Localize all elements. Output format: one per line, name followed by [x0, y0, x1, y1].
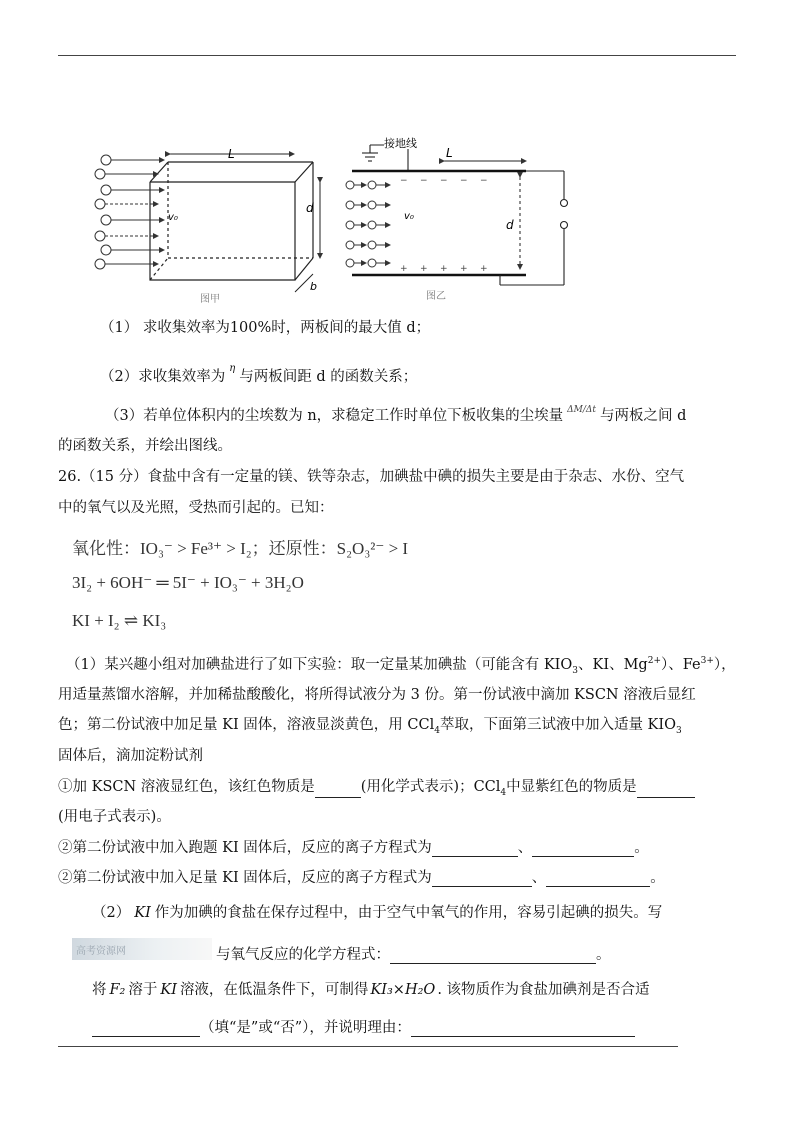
svg-text:−: −	[440, 176, 448, 186]
sup-3plus: 3+	[700, 656, 714, 667]
q25-part2-b: 与两板间距 d 的函数关系；	[239, 369, 418, 385]
sub-3b: 3	[676, 725, 682, 736]
formula-ki3: KI + I₂ ⇌ KI₃	[72, 611, 167, 630]
q3-sep: 、	[531, 870, 547, 886]
s1-l1-d: ），	[713, 657, 736, 673]
svg-text:+: +	[420, 264, 428, 274]
fig-left-particles	[95, 155, 164, 269]
q2-a: ②第二份试液中加入跑题 KI 固体后，反应的离子方程式为	[58, 840, 432, 856]
dm-dt-symbol: ΔM/Δt	[567, 405, 597, 415]
svg-text:+: +	[440, 264, 448, 274]
svg-text:−: −	[420, 176, 428, 186]
s1-l1-c: ）、Fe	[661, 657, 701, 673]
s2-l1-c: 作为加碘的食盐在保存过程中，由于空气中氧气的作用，容易引起碘的损失。写	[154, 905, 663, 921]
s2-l3-e: 溶液，在低温条件下，可制得	[179, 982, 369, 998]
s1-l3-a: 色；第二份试液中加足量 KI 固体，溶液显淡黄色，用 CCl	[58, 717, 435, 733]
top-rule	[58, 55, 736, 56]
fig-left-velocity-label: v₀	[168, 212, 178, 223]
q26-s2-line1	[92, 901, 662, 922]
q25-part1: （1） 求收集效率为100%时，两板间的最大值 d；	[100, 320, 431, 336]
fig-right-particles	[346, 181, 390, 267]
q2-end: 。	[634, 840, 649, 856]
svg-text:+: +	[400, 264, 408, 274]
answer-blank-oxygen-reaction[interactable]	[390, 949, 596, 964]
q26-q3	[58, 866, 665, 887]
s2-l3-a: 将	[92, 982, 107, 998]
answer-blank-equation-1[interactable]	[432, 842, 518, 857]
fig-right-charges	[400, 176, 488, 274]
fig-right-velocity-label: v₀	[404, 211, 414, 222]
s1-l1-a: （1）某兴趣小组对加碘盐进行了如下实验：取一定量某加碘盐（可能含有 KIO	[66, 657, 573, 673]
sub-4: 4	[434, 725, 440, 736]
svg-text:+: +	[480, 264, 488, 274]
sub-4b: 4	[500, 787, 507, 798]
q26-q1	[58, 775, 695, 798]
s2-l2-end: 。	[596, 947, 611, 963]
watermark-text: 高考资源网	[76, 946, 126, 957]
fig-left-depth-label: b	[310, 280, 317, 293]
answer-blank-yes-no[interactable]	[92, 1022, 200, 1037]
s2-l3-g: . 该物质作为食盐加碘剂是否合适	[437, 982, 650, 998]
q2-sep: 、	[517, 840, 533, 856]
s2-l3-c: 溶于	[128, 982, 158, 998]
q26-intro-2: 中的氧气以及光照，受热而引起的。已知：	[58, 500, 334, 516]
fig-right-ground-label: 接地线	[384, 137, 417, 150]
svg-text:+: +	[460, 264, 468, 274]
watermark-logo	[72, 938, 212, 960]
bottom-rule	[58, 1046, 678, 1047]
q1-a: ①加 KSCN 溶液显红色，该红色物质是	[58, 779, 315, 795]
q25-part3-c: 的函数关系，并绘出图线。	[58, 438, 232, 454]
eta-symbol: η	[229, 363, 236, 374]
q26-s1-line1	[66, 653, 736, 676]
s1-l1-b: 、KI、Mg	[578, 657, 648, 673]
s2-l1-a: （2）	[92, 905, 131, 921]
figure-left	[88, 140, 340, 305]
q26-q2	[58, 836, 649, 857]
sub-3: 3	[572, 665, 579, 676]
s2-l3-ki: KI	[160, 982, 177, 998]
q26-s2-line2	[216, 943, 611, 964]
s1-l3-b: 萃取，下面第三试液中加入适量 KIO	[439, 717, 677, 733]
q26-q1-d: (用电子式表示)。	[58, 809, 171, 825]
q26-s1-line4: 固体后，滴加淀粉试剂	[58, 748, 203, 764]
answer-blank-equation-3[interactable]	[432, 872, 532, 887]
svg-text:−: −	[400, 176, 408, 186]
answer-blank-red-substance[interactable]	[315, 783, 361, 798]
q25-part3	[105, 404, 686, 425]
q26-s2-line3	[92, 978, 650, 999]
answer-blank-reason[interactable]	[411, 1022, 635, 1037]
q26-s1-line2: 用适量蒸馏水溶解，并加稀盐酸酸化，将所得试液分为 3 份。第一份试液中滴加 KSCN 溶液后显红	[58, 687, 696, 703]
q1-b: (用化学式表示)；CCl	[360, 779, 501, 795]
formula-disproportion: 3I₂ + 6OH⁻ ═ 5I⁻ + IO₃⁻ + 3H₂O	[72, 573, 304, 592]
q25-part2-a: （2）求收集效率为	[100, 369, 226, 385]
s2-l4-a: （填“是”或“否”），并说明理由：	[200, 1020, 411, 1036]
fig-right-gap-label: d	[506, 218, 514, 232]
q26-s2-line4	[92, 1016, 635, 1037]
s2-l3-product: KI₃×H₂O	[370, 982, 436, 998]
fig-left-height-label: d	[306, 201, 314, 215]
svg-text:−: −	[480, 176, 488, 186]
q25-part2	[100, 363, 417, 386]
q1-c: 中显紫红色的物质是	[506, 779, 637, 795]
q3-a: ②第二份试液中加入足量 KI 固体后，反应的离子方程式为	[58, 870, 432, 886]
figure-right	[340, 133, 600, 305]
q3-end: 。	[650, 870, 665, 886]
answer-blank-purple-substance[interactable]	[637, 783, 695, 798]
q25-part3-a: （3）若单位体积内的尘埃数为 n，求稳定工作时单位下板收集的尘埃量	[105, 408, 564, 424]
q26-s1-line3	[58, 713, 682, 736]
fig-right-length-label: L	[446, 146, 453, 160]
answer-blank-equation-2[interactable]	[532, 842, 634, 857]
q25-part3-b: 与两板之间 d	[600, 408, 687, 424]
fig-left-caption: 图甲	[200, 294, 220, 305]
answer-blank-equation-4[interactable]	[546, 872, 650, 887]
svg-text:−: −	[460, 176, 468, 186]
s2-l2-a: 与氧气反应的化学方程式：	[216, 947, 390, 963]
s2-l1-ki: KI	[134, 905, 151, 921]
q26-intro-1: 26.（15 分）食盐中含有一定量的镁、铁等杂志，加碘盐中碘的损失主要是由于杂志、水份、空气	[58, 469, 685, 485]
sup-2plus: 2+	[647, 656, 661, 667]
s2-l3-f2: F₂	[109, 982, 126, 998]
formula-oxidation: 氧化性：IO₃⁻ > Fe³⁺ > I₂；还原性：S₂O₃²⁻ > I	[72, 539, 409, 558]
fig-left-length-label: L	[228, 147, 235, 161]
fig-right-caption: 图乙	[426, 291, 446, 302]
